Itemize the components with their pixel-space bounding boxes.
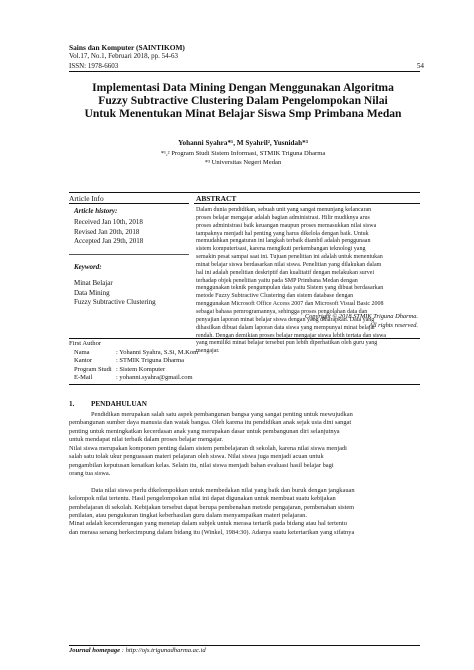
rights-line: All rights reserved.	[369, 322, 418, 329]
history-accepted: Accepted Jan 29th, 2018	[74, 237, 144, 246]
body-line: pembangunan sumber daya manusia dan watak bangsa. Oleh karena itu pendidikan anak sejak usia dini sangat	[69, 419, 352, 427]
abstract-line: tampaknya menjadi hal penting yang harus dikelola dengan baik. Untuk	[196, 230, 369, 237]
abstract-line: sebagai bahasa pemrogramannya, sehingga proses pengolahan data dan	[196, 308, 368, 315]
title-line: Untuk Menentukan Minat Belajar Siswa Smp Primbana Medan	[84, 107, 402, 120]
first-author-label: E-Mail	[74, 374, 93, 382]
section-number: 1.	[69, 400, 75, 408]
abstract-line: sistem komputerisasi, karena mengikuti perkembangan teknologi yang	[196, 246, 366, 253]
title-line: Implementasi Data Mining Dengan Menggunakan Algoritma	[92, 81, 394, 94]
body-text	[69, 411, 420, 537]
homepage-link[interactable]: : http://ojs.trigunadharma.ac.id	[121, 647, 206, 654]
first-author-row	[74, 366, 198, 374]
first-author-value: : Yohanni Syahra, S.Si, M.Kom	[116, 349, 199, 356]
affiliation-line: *³ Universitas Negeri Medan	[204, 159, 282, 166]
first-author-value: : Sistem Komputer	[116, 365, 166, 373]
history-divider	[69, 254, 189, 255]
first-author-value: : yohanni.syahra@gmail.com	[116, 374, 193, 382]
history-received: Received Jan 10th, 2018	[74, 218, 143, 226]
paper-title	[60, 81, 426, 120]
footer	[69, 647, 206, 654]
first-author-table	[74, 349, 198, 383]
history-label: Article history:	[74, 207, 118, 215]
body-line: dan merasa senang berkecimpung dalam bidang itu (Winkel, 1984:30). Adanya suatu ketertarikan yang sifatnya	[69, 528, 355, 536]
affiliations	[60, 149, 426, 167]
section-heading: PENDAHULUAN	[91, 400, 147, 408]
article-info-header: Article Info	[69, 194, 104, 203]
body-line: penilaian, atau pengukuran tingkat keberhasilan guru dalam menyampaikan materi pelajaran.	[69, 511, 307, 519]
keyword-item: Data Mining	[74, 288, 110, 297]
first-author-row	[74, 349, 198, 357]
info-header-rule	[69, 203, 189, 204]
abstract-line: menggunakan teknik pengumpulan data yaitu Sistem yang dibuat berdasarkan	[196, 285, 384, 292]
abstract-line: memudahkan pengaturan ini langkah terbaik diambil adalah penggunaan	[196, 238, 371, 245]
authors: Yohanni Syahra*¹, M Syahril², Yusnidah*³	[178, 139, 308, 147]
abstract-line: proses belajar mengajar adalah bagian administrasi. Hilir mudiknya arus	[196, 214, 370, 221]
abstract-line: menggunakan Microsoft Office Access 2007 dan Microsoft Visual Basic 2008	[196, 301, 384, 308]
first-author-row	[74, 357, 198, 365]
body-line: salah satu tolak ukur penguasaan materi pelajaran oleh siswa. Nilai siswa juga menjadi acuan untuk	[69, 453, 324, 461]
abstract-line: proses administrasi baik keuangan maupun proses memasukkan nilai siswa	[196, 222, 377, 229]
first-author-label: Nama	[74, 349, 90, 356]
article-history	[74, 218, 143, 247]
body-line: Nilai siswa merupakan komponen penting dalam sistem pembelajaran di sekolah, karena nilai siswa menjadi	[69, 444, 347, 452]
body-line: kelompok nilai tertentu. Hasil pengelompokan nilai ini dapat digunakan untuk membuat suatu kebijakan	[69, 495, 336, 503]
keyword-label: Keyword:	[74, 263, 102, 271]
first-author-value: : STMIK Triguna Dharma	[116, 357, 185, 365]
abstract-line: metode Fuzzy Subtractive Clustering dan sistem database dengan	[196, 293, 354, 300]
journal-volume: Vol.17, No.1, Februari 2018, pp. 54-63	[69, 52, 178, 60]
body-line: penting untuk meningkatkan kecerdasan anak yang merupakan dasar untuk pembangunan diri selanjutnya	[69, 427, 340, 435]
footer-rule	[69, 645, 420, 646]
page-number: 54	[416, 62, 424, 70]
abstract-line: semakin pesat sampai saat ini. Tujuan penelitian ini adalah untuk menentukan	[196, 254, 383, 261]
body-line: pembelajaran di sekolah. Kebijakan tersebut dapat berupa pembenahan metode pengajaran, pembenahan sistem	[69, 503, 355, 511]
title-line: Fuzzy Subtractive Clustering Dalam Pengelompokan Nilai	[98, 94, 388, 107]
frame-top-rule	[69, 192, 420, 193]
first-author-row	[74, 374, 198, 382]
abstract-line: terhadap objek penelitian yaitu pada SMP Primbana Medan dengan	[196, 277, 358, 284]
body-line: Minat adalah kecenderungan yang menetap dalam subjek untuk merasa tertarik pada bidang atau hal tertentu	[69, 520, 347, 528]
keyword-item: Fuzzy Subtractive Clustering	[74, 298, 156, 307]
abstract-line: rendah. Dengan demikian proses belajar mengajar siswa lebih tertata dan siswa	[196, 332, 387, 339]
author-bottom-rule	[69, 384, 420, 385]
abstract-line: yang memiliki minat belajar tersebut pun lebih diperhatikan oleh guru yang	[196, 340, 378, 347]
body-line: pengambilan keputusan kenaikan kelas. Selain itu, nilai siswa menjadi bahan evaluasi hasil belajar bagi	[69, 461, 334, 469]
abstract-header-rule	[194, 203, 420, 204]
keyword-item: Minat Belajar	[74, 279, 113, 287]
body-line: orang tua siswa.	[69, 470, 111, 478]
history-revised: Revised Jan 20th, 2018	[74, 227, 140, 236]
abstract-line: penyajian laporan minat belajar siswa dengan yang diharapkan. Data yang	[196, 316, 375, 323]
abstract-line: mengajar.	[196, 348, 220, 355]
abstract-header: ABSTRACT	[196, 194, 237, 203]
body-line: untuk mendapat nilai terbaik dalam proses belajar mengajar.	[69, 436, 224, 444]
abstract-body	[196, 207, 418, 356]
footer-label: Journal homepage	[69, 647, 121, 654]
copyright-line: Copyright © 2018 STMIK Triguna Dharma.	[304, 313, 418, 320]
journal-name: Sains dan Komputer (SAINTIKOM)	[69, 43, 185, 52]
first-author-label: Kantor	[74, 357, 93, 365]
first-author-label: Program Studi	[74, 365, 112, 373]
body-line: Data nilai siswa perlu dikelompokkan untuk membedakan nilai yang baik dan buruk dengan jangkauan	[91, 486, 355, 494]
abstract-line: minat belajar siswa berdasarkan nilai siswa. Penelitian yang dilakukan dalam	[196, 261, 382, 268]
abstract-line: dihasilkan dibuat dalam laporan data siswa yang mempunyai minat belajar	[196, 324, 376, 331]
body-line: Pendidikan merupakan salah satu aspek pembangunan bangsa yang sangat penting untuk mewujudkan	[91, 411, 353, 418]
abstract-line: hal ini adalah penelitian deskriptif dan kualitatif dengan melakukan survei	[196, 269, 375, 276]
header-rule	[69, 71, 420, 72]
abstract-line: Dalam dunia pendidikan, sebuah unit yang sangat menunjang kelancaran	[196, 207, 372, 213]
keyword-list	[74, 279, 156, 308]
first-author-header: First Author	[69, 340, 102, 347]
affiliation-line: *¹,² Program Studi Sistem Informasi, STMIK Triguna Dharma	[160, 150, 326, 157]
journal-issn: ISSN: 1978-6603	[69, 62, 119, 70]
